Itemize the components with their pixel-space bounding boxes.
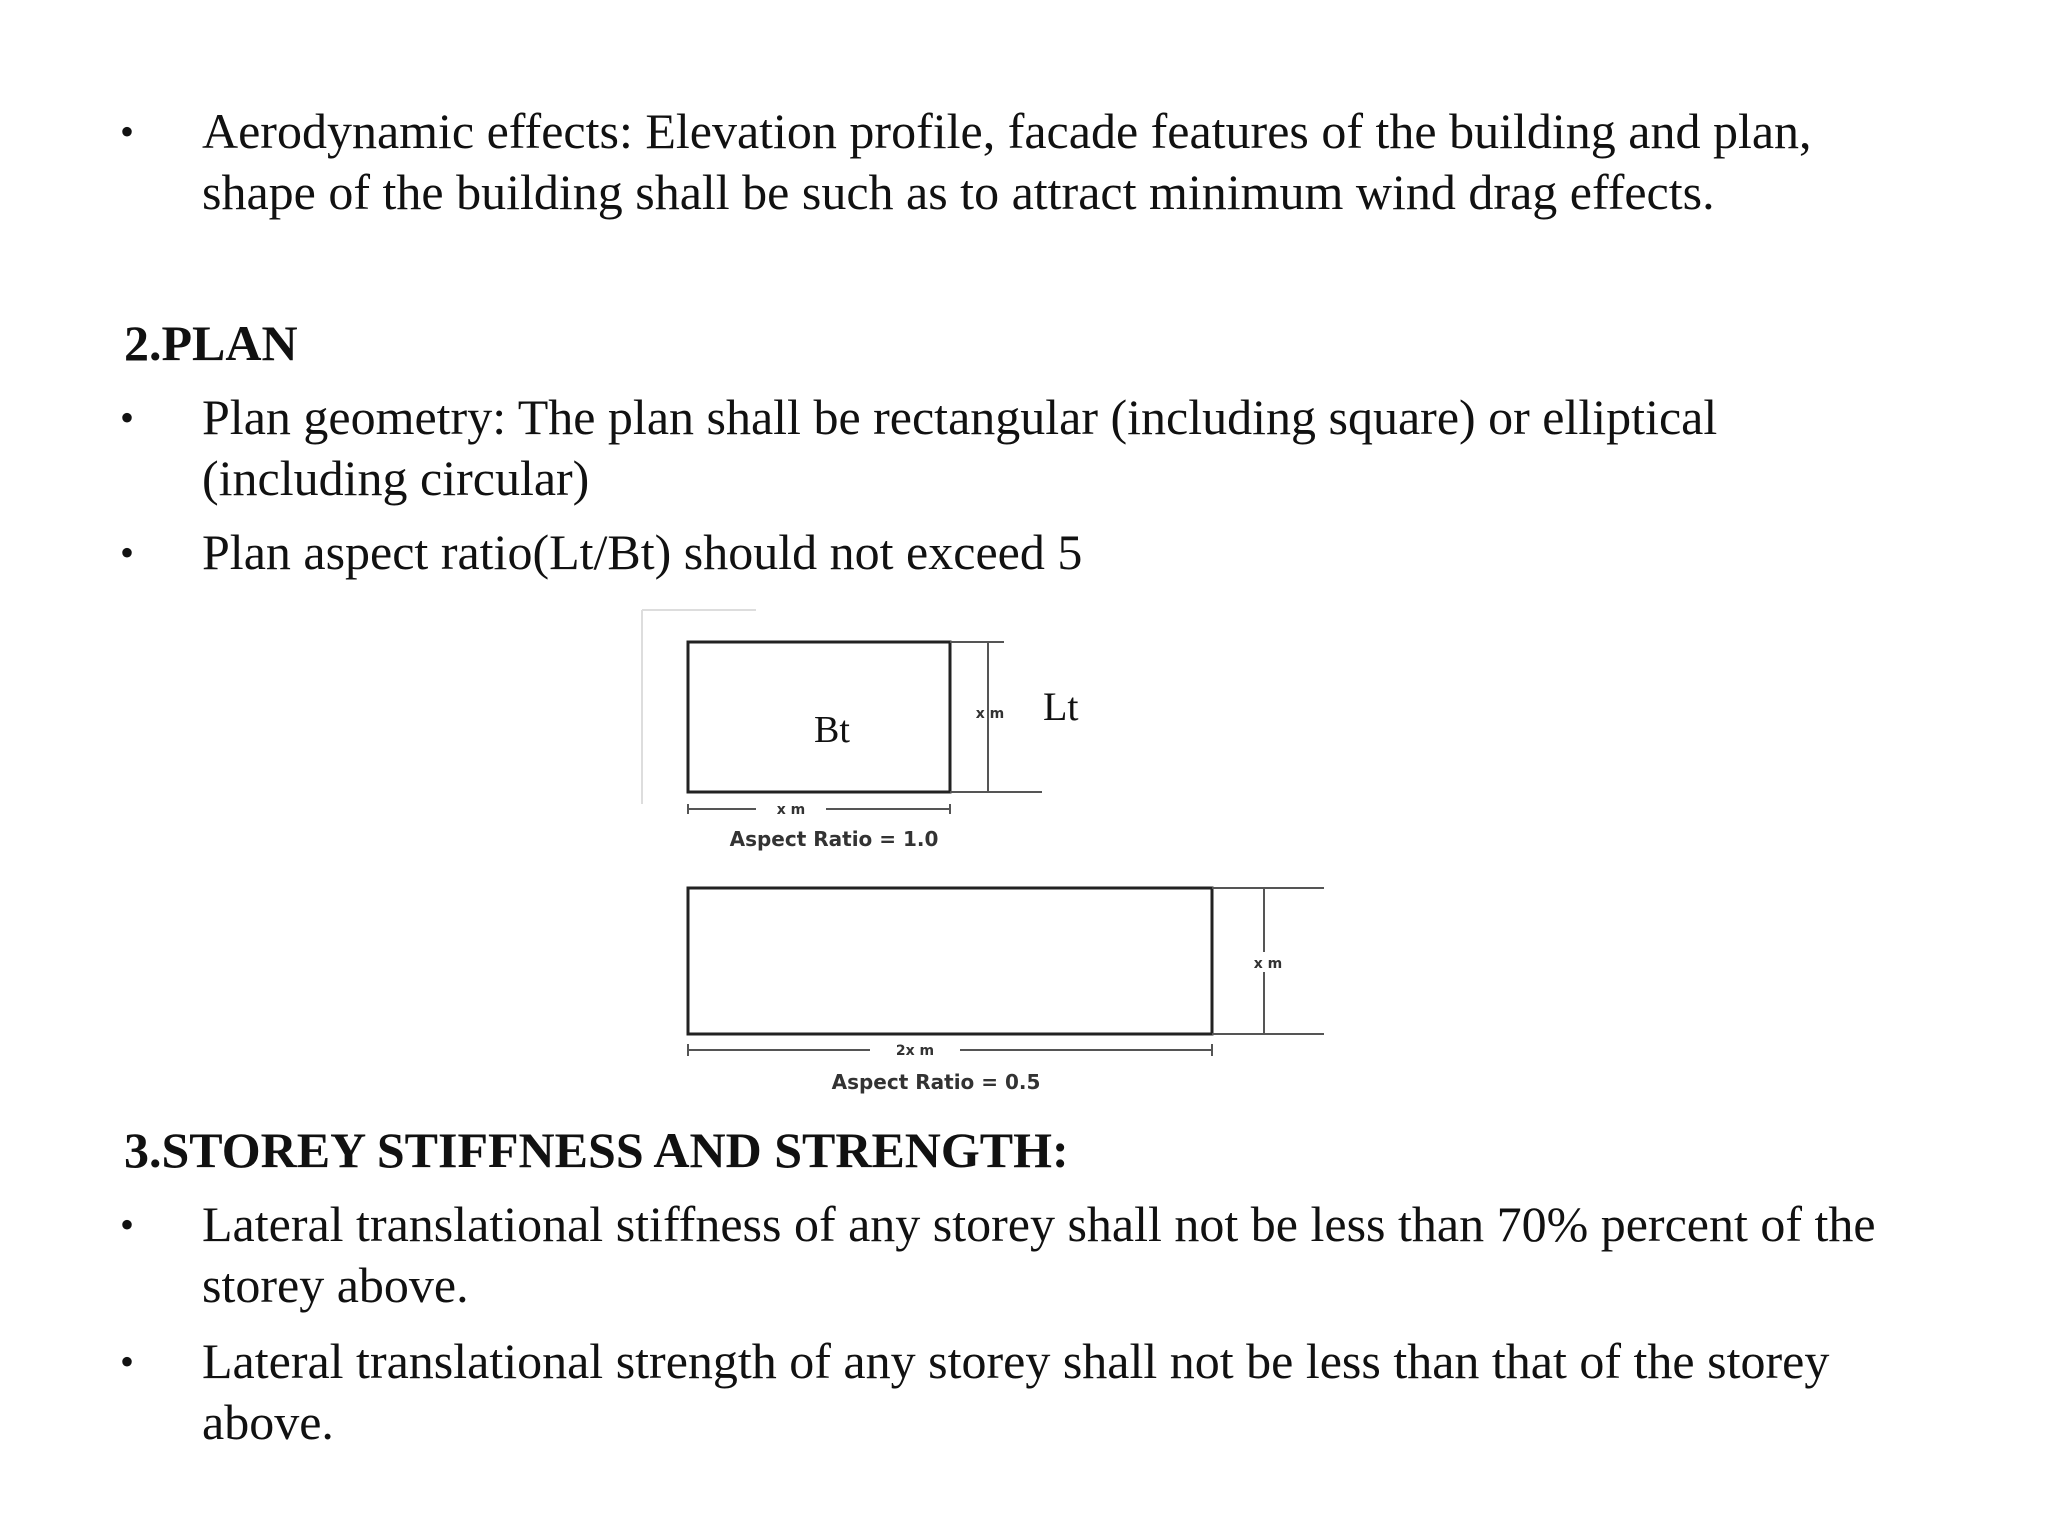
- bullet-text: [202, 1331, 2048, 1453]
- bullet-icon: •: [120, 109, 135, 154]
- bullet-icon: •: [120, 1339, 135, 1384]
- section-heading-storey: 3.STOREY STIFFNESS AND STRENGTH:: [124, 1122, 1069, 1178]
- aspect-ratio-figure: [636, 604, 1376, 1104]
- bullet-text: [202, 101, 2048, 223]
- aspect-ratio-diagram: [636, 604, 1376, 1104]
- bullet-line: shape of the building shall be such as to attract minimum wind drag effects.: [202, 164, 1715, 220]
- rect-plan-outline: [688, 888, 1212, 1034]
- bullet-icon: •: [120, 395, 135, 440]
- bullet-icon: •: [120, 1202, 135, 1247]
- dim-label-bottom: 2x m: [895, 1043, 935, 1059]
- caption-aspect-ratio-05: Aspect Ratio = 0.5: [831, 1070, 1041, 1094]
- label-lt: Lt: [1043, 684, 1079, 729]
- bullet-line: above.: [202, 1394, 334, 1450]
- bullet-text: [202, 1194, 2048, 1316]
- bullet-line: Plan geometry: The plan shall be rectangular (including square) or elliptical: [202, 389, 1718, 445]
- bullet-line: storey above.: [202, 1257, 469, 1313]
- dim-label-side: x m: [975, 706, 1005, 722]
- bullet-line: Plan aspect ratio(Lt/Bt) should not exceed 5: [202, 524, 1083, 580]
- dim-label-side: x m: [1253, 956, 1283, 972]
- caption-aspect-ratio-1: Aspect Ratio = 1.0: [729, 827, 939, 851]
- dim-label-bottom: x m: [776, 802, 806, 818]
- bullet-line: Lateral translational stiffness of any storey shall not be less than 70% percent of the: [202, 1196, 1876, 1252]
- bullet-line: (including circular): [202, 450, 590, 506]
- bullet-text: [202, 522, 2048, 583]
- label-bt: Bt: [814, 709, 850, 751]
- bullet-line: Aerodynamic effects: Elevation profile, facade features of the building and plan,: [202, 103, 1812, 159]
- bullet-text: [202, 387, 2048, 509]
- section-heading-plan: 2.PLAN: [124, 315, 298, 371]
- bullet-icon: •: [120, 530, 135, 575]
- bullet-line: Lateral translational strength of any storey shall not be less than that of the storey: [202, 1333, 1830, 1389]
